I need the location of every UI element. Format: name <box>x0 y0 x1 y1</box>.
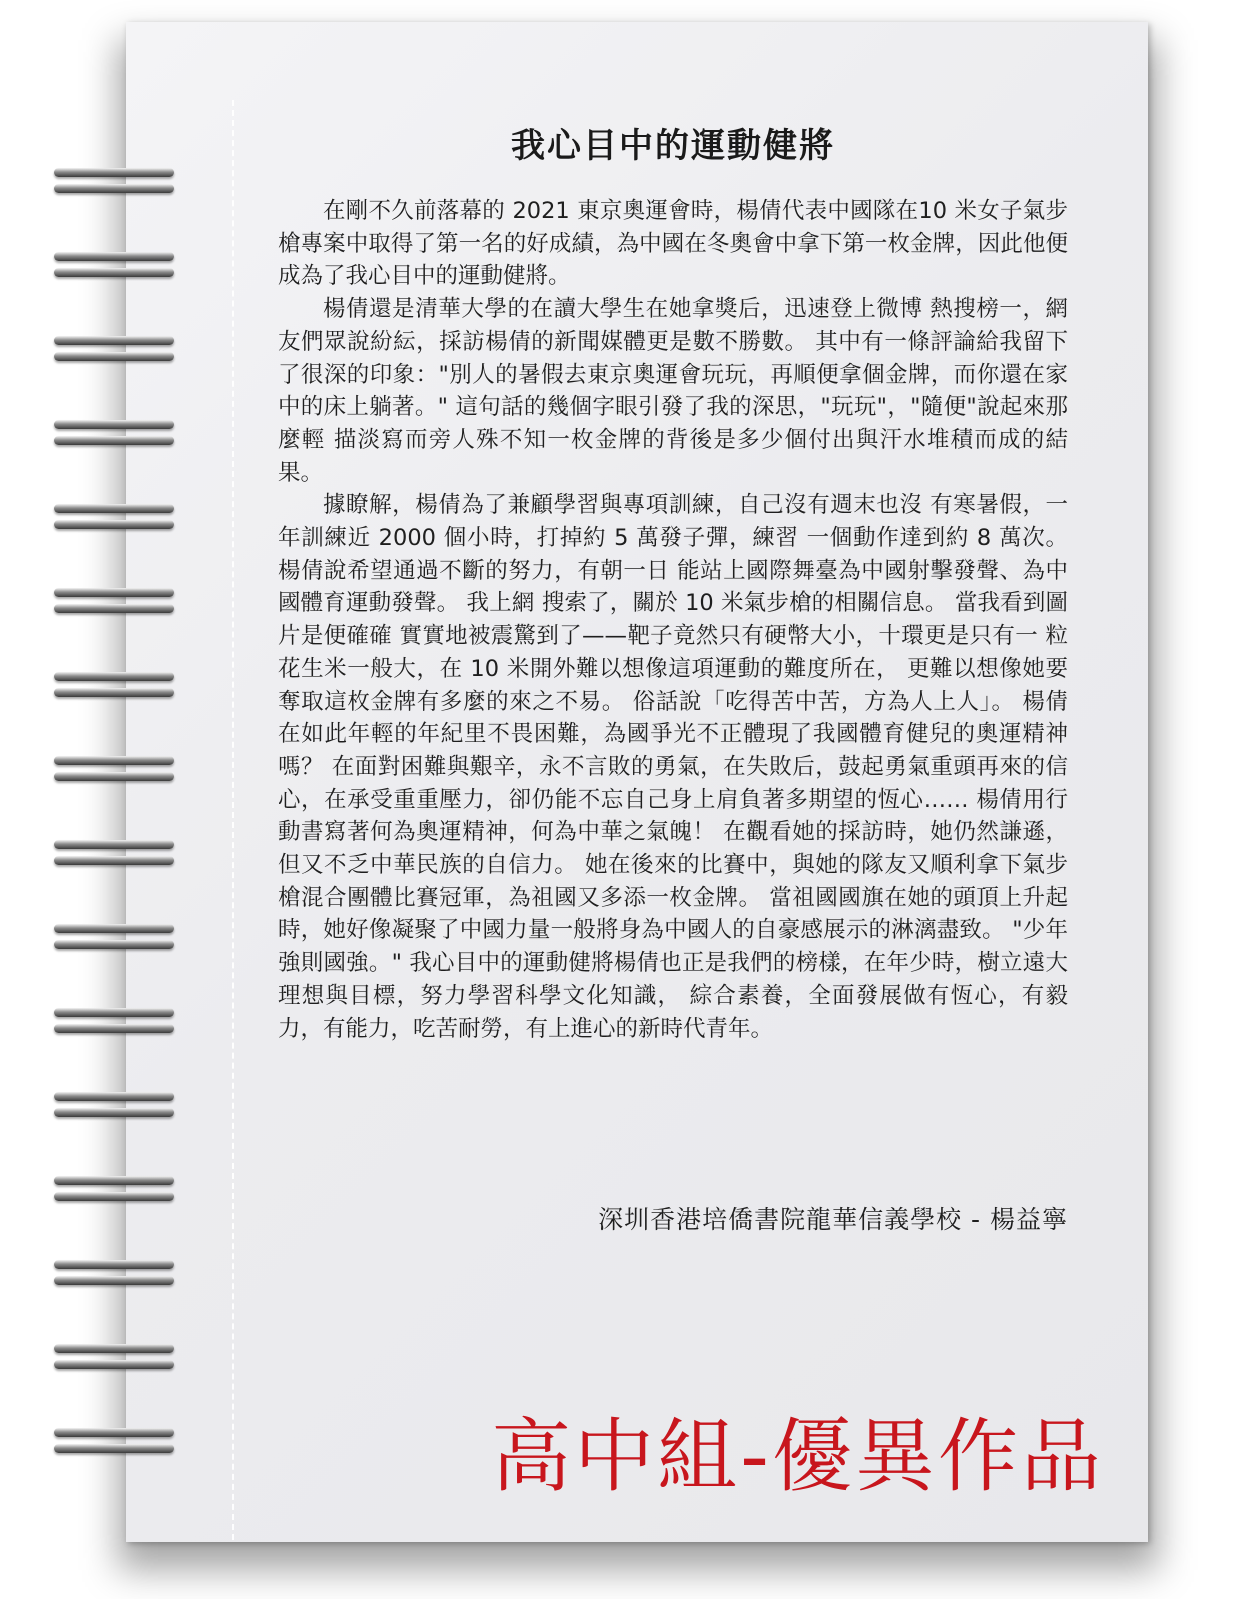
spiral-ring <box>50 496 180 540</box>
spiral-ring <box>50 664 180 708</box>
essay-body <box>278 195 1068 1045</box>
spiral-ring <box>50 916 180 960</box>
spiral-ring <box>50 1252 180 1296</box>
spiral-ring <box>50 1000 180 1044</box>
spiral-ring <box>50 748 180 792</box>
spiral-ring <box>50 1084 180 1128</box>
spiral-ring <box>50 412 180 456</box>
spiral-ring <box>50 580 180 624</box>
award-label: 高中組-優異作品 <box>491 1410 1104 1503</box>
margin-dashed-line <box>232 100 234 1540</box>
spiral-binding <box>50 160 185 1490</box>
essay-title: 我心目中的運動健將 <box>511 126 835 166</box>
spiral-ring <box>50 832 180 876</box>
essay-paragraph: 楊倩還是清華大學的在讀大學生在她拿獎后，迅速登上微博 熱搜榜一，網友們眾說紛紜，採訪楊倩的新聞媒體更是數不勝數。 其中有一條評論給我留下了很深的印象："別人的暑假去東京奧運會玩玩，再順便拿個金牌，而你還在家中的床上躺著。" 這句話的幾個字眼引發了我的深思，"玩玩"，"隨便"說起來那麼輕 描淡寫而旁人殊不知一枚金牌的背後是多少個付出與汗水堆積而成的結果。 <box>278 296 1068 486</box>
spiral-ring <box>50 244 180 288</box>
essay-paragraph: 據瞭解，楊倩為了兼顧學習與專項訓練，自己沒有週末也沒 有寒暑假，一年訓練近 2000 個小時，打掉約 5 萬發子彈，練習 一個動作達到約 8 萬次。 楊倩說希望通過不斷的努力，有朝一日 能站上國際舞臺為中國射擊發聲、為中國體育運動發聲。 我上網 搜索了，關於 10 米氣步槍的相關信息。 當我看到圖片是便確確 實實地被震驚到了——靶子竟然只有硬幣大小，十環更是只有一 粒花生米一般大，在 10 米開外難以想像這項運動的難度所在， 更難以想像她要奪取這枚金牌有多麼的來之不易。 俗話說「吃得苦中苦，方為人上人」。 楊倩在如此年輕的年紀里不畏困難，為國爭光不正體現了我國體育健兒的奧運精神嗎？ 在面對困難與艱辛，永不言敗的勇氣，在失敗后，鼓起勇氣重頭再來的信心，在承受重重壓力，卻仍能不忘自己身上肩負著多期望的恆心…… 楊倩用行動書寫著何為奧運精神，何為中華之氣魄！ 在觀看她的採訪時，她仍然謙遜，但又不乏中華民族的自信力。 她在後來的比賽中，與她的隊友又順利拿下氣步槍混合團體比賽冠軍，為祖國又多添一枚金牌。 當祖國國旗在她的頭頂上升起時，她好像凝聚了中國力量一般將身為中國人的自豪感展示的淋漓盡致。 "少年強則國強。" 我心目中的運動健將楊倩也正是我們的榜樣，在年少時，樹立遠大理想與目標，努力學習科學文化知識， 綜合素養，全面發展做有恆心，有毅力，有能力，吃苦耐勞，有上進心的新時代青年。 <box>278 492 1068 1042</box>
essay-paragraph: 在剛不久前落幕的 2021 東京奧運會時，楊倩代表中國隊在10 米女子氣步槍專案中取得了第一名的好成績，為中國在冬奧會中拿下第一枚金牌，因此他便成為了我心目中的運動健將。 <box>278 198 1068 290</box>
essay-content <box>278 118 1068 1045</box>
spiral-ring <box>50 1420 180 1464</box>
spiral-ring <box>50 1168 180 1212</box>
spiral-ring <box>50 160 180 204</box>
spiral-ring <box>50 1336 180 1380</box>
author-signature: 深圳香港培僑書院龍華信義學校 - 楊益寧 <box>598 1205 1068 1234</box>
spiral-ring <box>50 328 180 372</box>
